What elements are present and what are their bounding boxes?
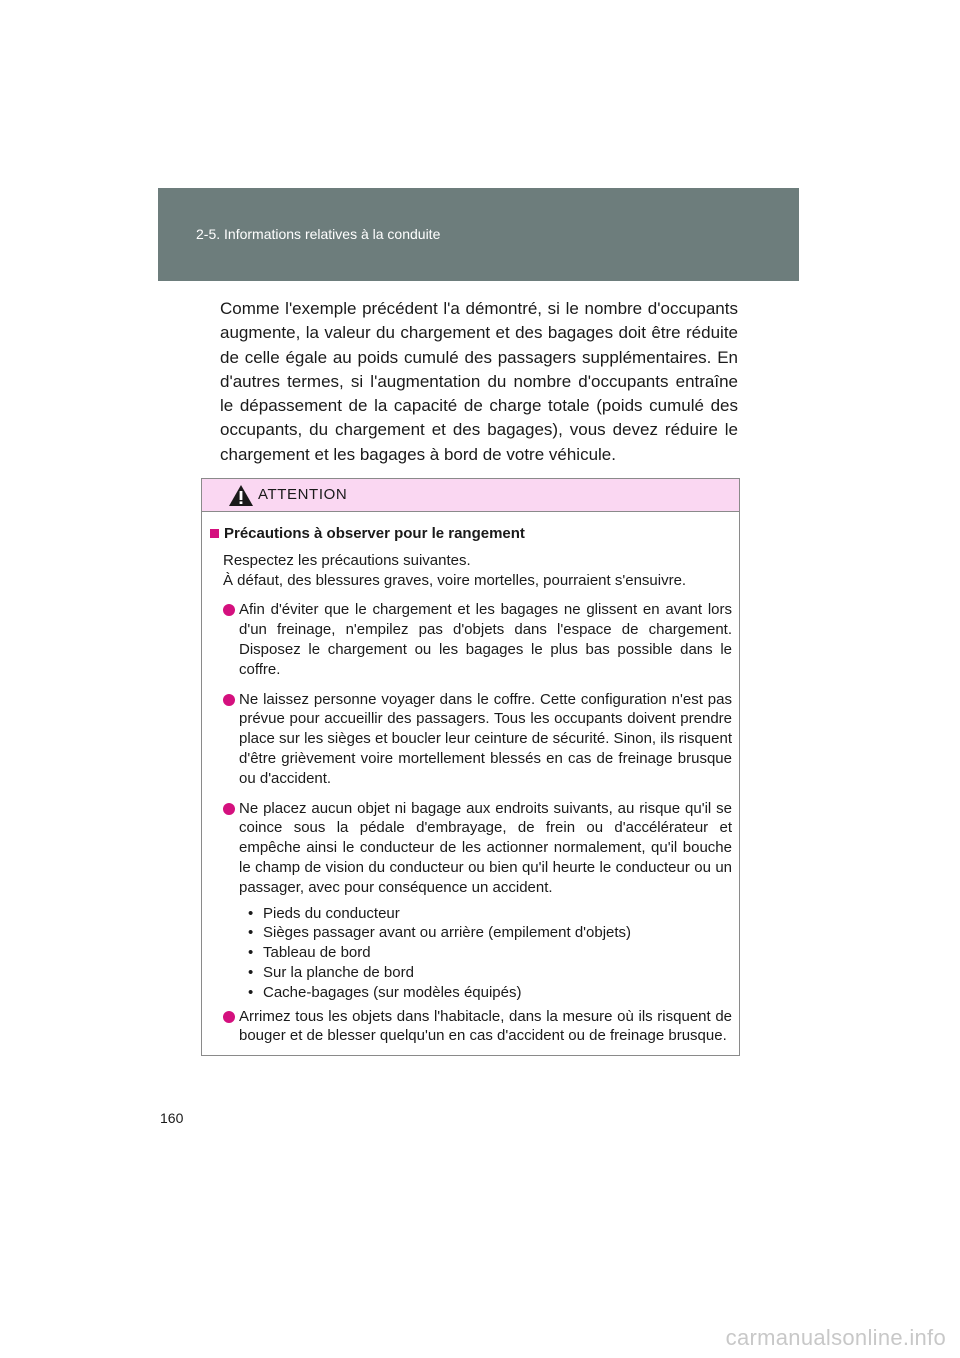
list-item: • Tableau de bord [248,944,371,962]
warning-bullet-text: Ne placez aucun objet ni bagage aux endroits suivants, au risque qu'il se coince sous la pédale d'embrayage, de frein ou d'accélérateur et empêche ainsi le conducteur de les actionner normalement, qu'il bouche le champ de vision du conducteur ou bien qu'il heurte le conducteur ou un passager, avec pour conséquence un accident. [239,799,732,896]
warning-header [202,479,739,512]
list-item: • Cache-bagages (sur modèles équipés) [248,983,522,1001]
places-list [248,904,732,1003]
list-item: • Sur la planche de bord [248,963,414,981]
bullet-dot-icon [223,803,235,815]
warning-title: ATTENTION [258,486,348,503]
warning-intro-line: Respectez les précautions suivantes. [223,551,471,569]
warning-bullet [210,1007,732,1047]
warning-triangle-icon [228,484,254,507]
warning-bullet-text: Ne laissez personne voyager dans le coffre. Cette configuration n'est pas prévue pour accueillir des passagers. Tous les occupants doivent prendre place sur les sièges et boucler leur ceinture de sécurité. Sinon, ils risquent d'être grièvement voire mortellement blessés en cas de freinage brusque ou d'accident. [239,690,732,787]
warning-body [202,512,739,1046]
warning-bullet-text: Arrimez tous les objets dans l'habitacle, dans la mesure où ils risquent de bouger et de blesser quelqu'un en cas d'accident ou de freinage brusque. [239,1007,732,1045]
warning-subheading [210,524,732,544]
warning-bullet [210,799,732,898]
bullet-dot-icon [223,694,235,706]
watermark: carmanualsonline.info [725,1325,946,1350]
warning-intro-line: À défaut, des blessures graves, voire mortelles, pourraient s'ensuivre. [223,571,687,589]
bullet-dot-icon [223,1011,235,1023]
warning-subheading-text: Précautions à observer pour le rangement [224,525,525,542]
warning-bullet-text: Afin d'éviter que le chargement et les bagages ne glissent en avant lors d'un freinage, n'empilez pas d'objets dans l'espace de chargement. Disposez le chargement ou les bagages le plus bas possible dans le coffre. [239,601,732,678]
bullet-dot-icon [223,604,235,616]
section-title: 2-5. Informations relatives à la conduite [196,226,441,242]
warning-intro [223,551,732,591]
list-item: • Sièges passager avant ou arrière (empilement d'objets) [248,924,632,942]
list-item: • Pieds du conducteur [248,904,400,922]
page-number: 160 [160,1110,184,1126]
warning-box [201,478,740,1056]
warning-bullet [210,690,732,789]
warning-bullet [210,600,732,679]
square-bullet-icon [210,529,219,538]
intro-paragraph: Comme l'exemple précédent l'a démontré, si le nombre d'occupants augmente, la valeur du chargement et des bagages doit être réduite de celle égale au poids cumulé des passagers supplémentaires. En d'autres termes, si l'augmentation du nombre d'occupants entraîne le dépassement de la capacité de charge totale (poids cumulé des occupants, du chargement et des bagages), vous devez réduire le chargement et les bagages à bord de votre véhicule. [220,299,738,464]
section-header-band [158,188,799,281]
